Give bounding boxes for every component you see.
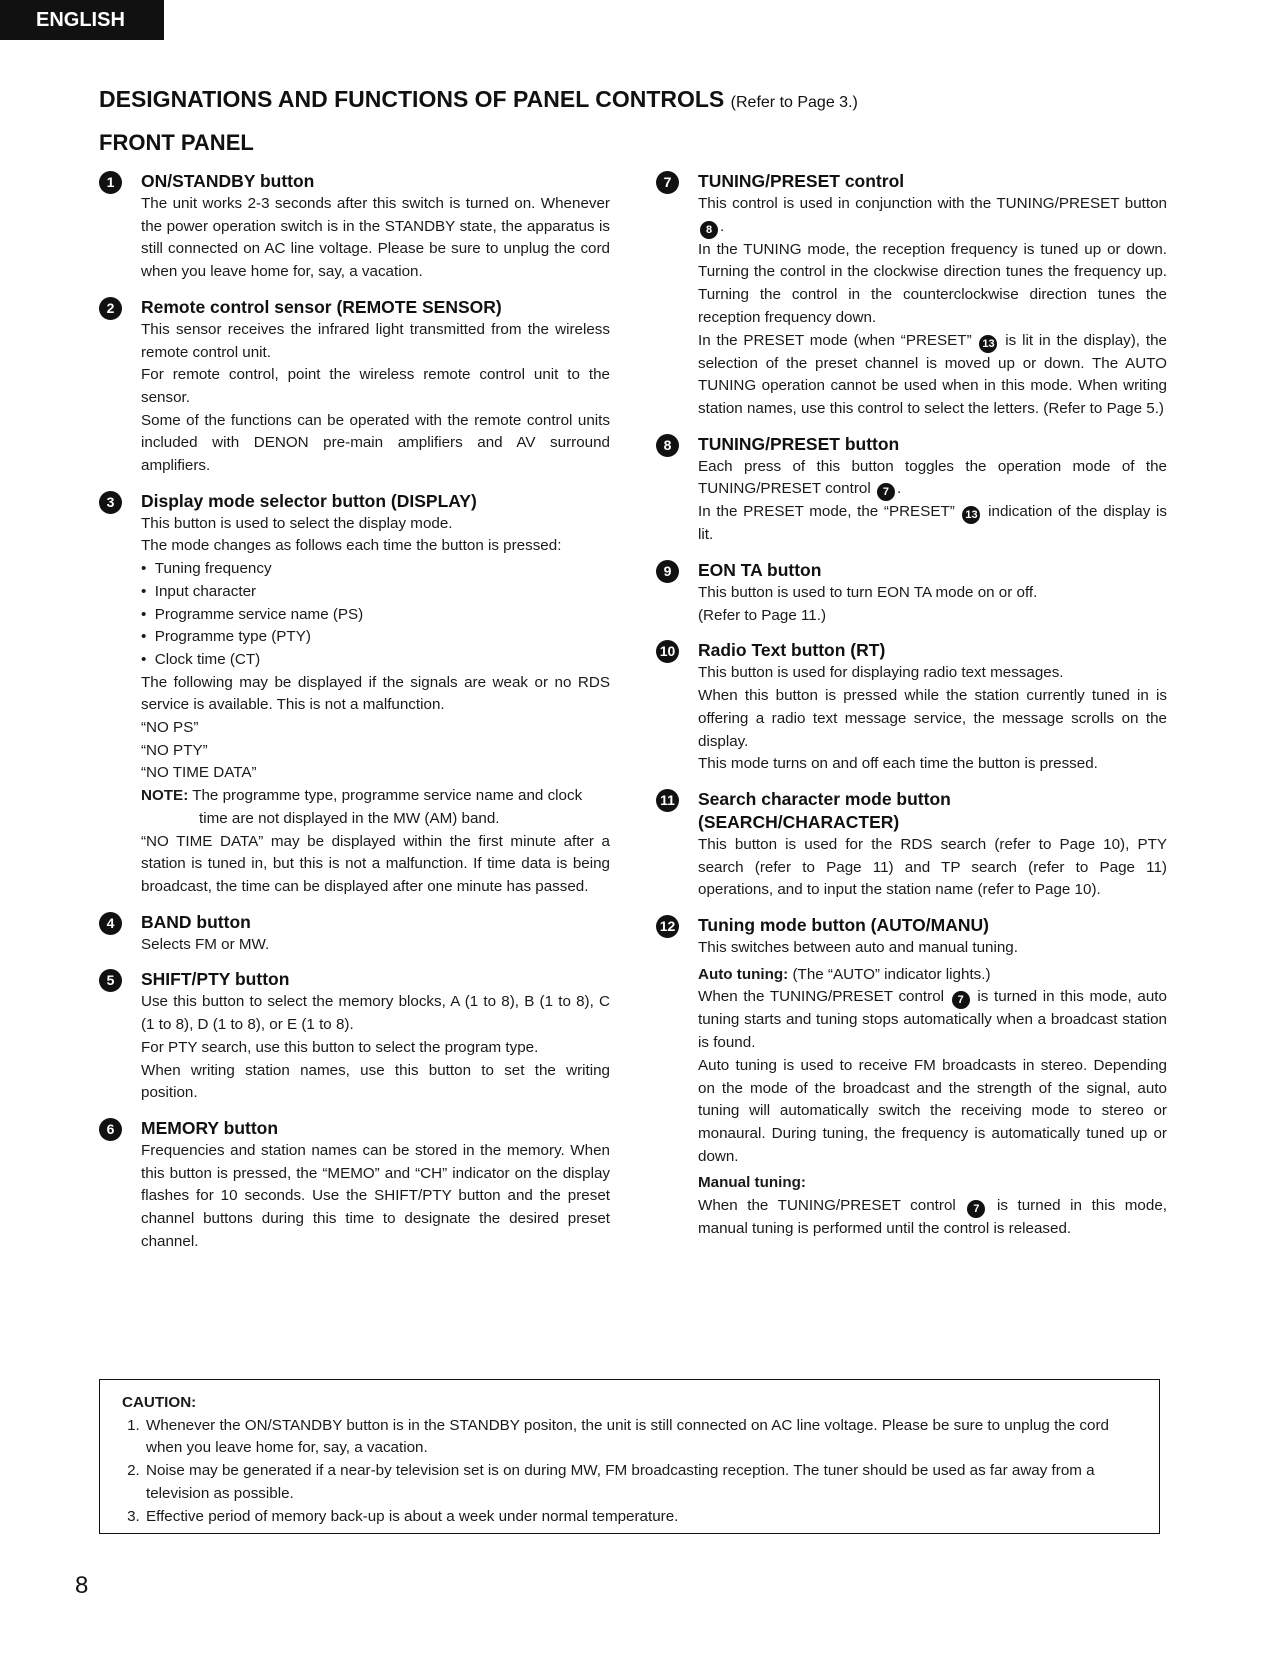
item-description [698, 986, 1167, 1054]
page-title-reference: (Refer to Page 3.) [730, 94, 858, 111]
control-item-7 [656, 170, 1167, 421]
item-number-badge: 1 [99, 171, 122, 194]
item-description: Selects FM or MW. [141, 935, 270, 953]
control-item-9 [656, 559, 1167, 627]
page-title-text: DESIGNATIONS AND FUNCTIONS OF PANEL CONTROLS [99, 86, 725, 112]
text: is lit in the display), the selection of the preset channel is moved up or down. The AUTO TUNING operation cannot be used when in this mode. When writing station names, use this control to select the letters. (Refer to Page 5.) [698, 331, 1167, 417]
item-description: Frequencies and station names can be stored in the memory. When this button is pressed, the “MEMO” and “CH” indicator on the display flashes for 10 seconds. Use the SHIFT/PTY button and the preset channel buttons during this time to designate the desired preset channel. [141, 1141, 610, 1250]
reference-number-badge: 13 [962, 506, 980, 524]
control-item-5 [99, 968, 610, 1105]
item-description [698, 1195, 1167, 1241]
right-column [656, 170, 1167, 1253]
item-description [698, 501, 1167, 547]
bullet-text: Programme type (PTY) [154, 628, 311, 646]
item-title: TUNING/PRESET control [698, 171, 905, 191]
text: indication of the display is lit. [698, 503, 1167, 544]
manual-tuning-label: Manual tuning: [698, 1174, 806, 1192]
control-item-11 [656, 788, 1167, 902]
reference-number-badge: 7 [967, 1200, 985, 1218]
note-text: The programme type, programme service name and clock time are not displayed in the MW (AM) band. [192, 787, 583, 827]
item-title: SHIFT/PTY button [141, 969, 290, 990]
auto-tuning-heading [698, 964, 1167, 987]
item-description: Auto tuning is used to receive FM broadcasts in stereo. Depending on the mode of the broadcast and the strength of the signal, auto tuning will automatically switch the receiving mode to stereo or monaural. During tuning, the frequency is automatically tuned up or down. [698, 1056, 1167, 1165]
item-number-badge: 5 [99, 969, 122, 992]
bullet-item: • Clock time (CT) [141, 650, 261, 668]
control-item-6 [99, 1117, 610, 1254]
text: In the PRESET mode, the “PRESET” [698, 503, 955, 521]
left-column [99, 170, 610, 1265]
text: Each press of this button toggles the operation mode of the TUNING/PRESET control [698, 457, 1167, 498]
reference-number-badge: 8 [700, 221, 718, 239]
control-item-8 [656, 433, 1167, 547]
bullet-item: • Input character [141, 582, 257, 600]
item-description: Use this button to select the memory blocks, A (1 to 8), B (1 to 8), C (1 to 8), D (1 to 8), or E (1 to 8). [141, 993, 610, 1034]
text: is turned in this mode, auto tuning starts and tuning stops automatically when a broadcast station is found. [698, 988, 1167, 1052]
item-number-badge: 3 [99, 491, 122, 514]
item-description: This button is used to select the display mode. [141, 514, 453, 532]
auto-tuning-label: Auto tuning: [698, 965, 789, 983]
item-number-badge: 11 [656, 789, 679, 812]
bullet-text: Clock time (CT) [154, 650, 261, 668]
item-description: For PTY search, use this button to select the program type. [141, 1038, 539, 1056]
caution-box [99, 1379, 1160, 1534]
page-title [99, 86, 858, 113]
item-description: This switches between auto and manual tuning. [698, 939, 1018, 957]
item-description: The mode changes as follows each time the button is pressed: [141, 537, 562, 555]
caution-title: CAUTION: [122, 1394, 197, 1411]
text: . [896, 480, 902, 498]
control-item-1 [99, 170, 610, 284]
bullet-item: • Programme type (PTY) [141, 628, 311, 646]
page-number: 8 [75, 1572, 89, 1599]
item-description [698, 456, 1167, 502]
item-title: BAND button [141, 911, 251, 932]
reference-number-badge: 13 [979, 335, 997, 353]
caution-item: 1. Whenever the ON/STANDBY button is in the STANDBY positon, the unit is still connected on AC line voltage. Please be sure to unplug the cord when you leave home for, say, a vacation. [144, 1415, 1137, 1460]
text: is turned in this mode, manual tuning is performed until the control is released. [698, 1197, 1167, 1238]
item-number-badge: 4 [99, 912, 122, 935]
item-number-badge: 10 [656, 640, 679, 663]
item-description: For remote control, point the wireless remote control unit to the sensor. [141, 366, 610, 406]
reference-number-badge: 7 [952, 991, 970, 1009]
item-description: Some of the functions can be operated with the remote control units included with DENON pre-main amplifiers and AV surround amplifiers. [141, 411, 610, 475]
language-tab: ENGLISH [0, 0, 164, 40]
control-item-4 [99, 911, 610, 957]
bullet-item: • Tuning frequency [141, 560, 272, 578]
item-title: Remote control sensor (REMOTE SENSOR) [141, 296, 502, 317]
bullet-item: • Programme service name (PS) [141, 605, 364, 623]
section-title: FRONT PANEL [99, 130, 254, 155]
caution-item: 3. Effective period of memory back-up is about a week under normal temperature. [144, 1506, 1137, 1529]
item-description: This sensor receives the infrared light transmitted from the wireless remote control unit. [141, 320, 610, 361]
item-description [698, 330, 1167, 421]
item-title-line-2: (SEARCH/CHARACTER) [698, 811, 900, 832]
item-number-badge: 8 [656, 434, 679, 457]
bullet-text: Programme service name (PS) [154, 605, 364, 623]
item-title: ON/STANDBY button [141, 171, 315, 191]
display-message: “NO PTY” [141, 741, 208, 759]
item-title: Search character mode button [698, 788, 951, 809]
control-item-10 [656, 639, 1167, 776]
item-title: Display mode selector button (DISPLAY) [141, 490, 477, 511]
item-description: (Refer to Page 11.) [698, 606, 827, 624]
item-description [698, 193, 1167, 239]
text: When the TUNING/PRESET control [698, 988, 945, 1006]
item-number-badge: 9 [656, 560, 679, 583]
item-title: MEMORY button [141, 1117, 279, 1138]
text: When the TUNING/PRESET control [698, 1197, 956, 1215]
note-label: NOTE: [141, 787, 189, 805]
item-description: “NO TIME DATA” may be displayed within the first minute after a station is tuned in, but this is not a malfunction. If time data is being broadcast, the time can be displayed after one minute has passed. [141, 832, 610, 895]
text: . [720, 217, 725, 235]
note [141, 785, 610, 830]
manual-tuning-heading [698, 1172, 1167, 1195]
item-description: When this button is pressed while the station currently tuned in is offering a radio text message service, the message scrolls on the display. [698, 687, 1167, 750]
item-number-badge: 6 [99, 1118, 122, 1141]
item-title: TUNING/PRESET button [698, 433, 900, 454]
display-message: “NO TIME DATA” [141, 764, 257, 782]
item-description: This button is used to turn EON TA mode on or off. [698, 584, 1038, 602]
item-title: Radio Text button (RT) [698, 640, 886, 661]
reference-number-badge: 7 [877, 483, 895, 501]
item-description: This mode turns on and off each time the button is pressed. [698, 755, 1098, 773]
item-description: When writing station names, use this button to set the writing position. [141, 1061, 610, 1102]
item-description: This button is used for the RDS search (refer to Page 10), PTY search (refer to Page 11) and TP search (refer to Page 11) operations, and to input the station name (refer to Page 10). [698, 835, 1167, 899]
auto-tuning-note: (The “AUTO” indicator lights.) [792, 965, 991, 983]
caution-list [122, 1415, 1137, 1529]
text: In the PRESET mode (when “PRESET” [698, 331, 972, 349]
caution-item: 2. Noise may be generated if a near-by television set is on during MW, FM broadcasting reception. The tuner should be used as far away from a television as possible. [144, 1460, 1137, 1505]
item-title: EON TA button [698, 560, 822, 581]
item-title: Tuning mode button (AUTO/MANU) [698, 915, 989, 936]
display-message: “NO PS” [141, 719, 199, 737]
item-number-badge: 2 [99, 297, 122, 320]
bullet-text: Input character [154, 582, 257, 600]
item-number-badge: 7 [656, 171, 679, 194]
control-item-3 [99, 490, 610, 899]
item-description: In the TUNING mode, the reception frequency is tuned up or down. Turning the control in the clockwise direction tunes the frequency up. Turning the control in the counterclockwise direction tunes the reception frequency down. [698, 240, 1167, 326]
item-description: The unit works 2-3 seconds after this switch is turned on. Whenever the power operation switch is in the STANDBY state, the apparatus is still connected on AC line voltage. Please be sure to unplug the cord when you leave home for, say, a vacation. [141, 195, 610, 281]
item-description: The following may be displayed if the signals are weak or no RDS service is available. This is not a malfunction. [141, 673, 610, 714]
text: This control is used in conjunction with the TUNING/PRESET button [698, 195, 1167, 212]
item-number-badge: 12 [656, 915, 679, 938]
control-item-2 [99, 296, 610, 478]
bullet-text: Tuning frequency [154, 560, 272, 578]
item-description: This button is used for displaying radio text messages. [698, 664, 1064, 682]
control-item-12 [656, 914, 1167, 1241]
